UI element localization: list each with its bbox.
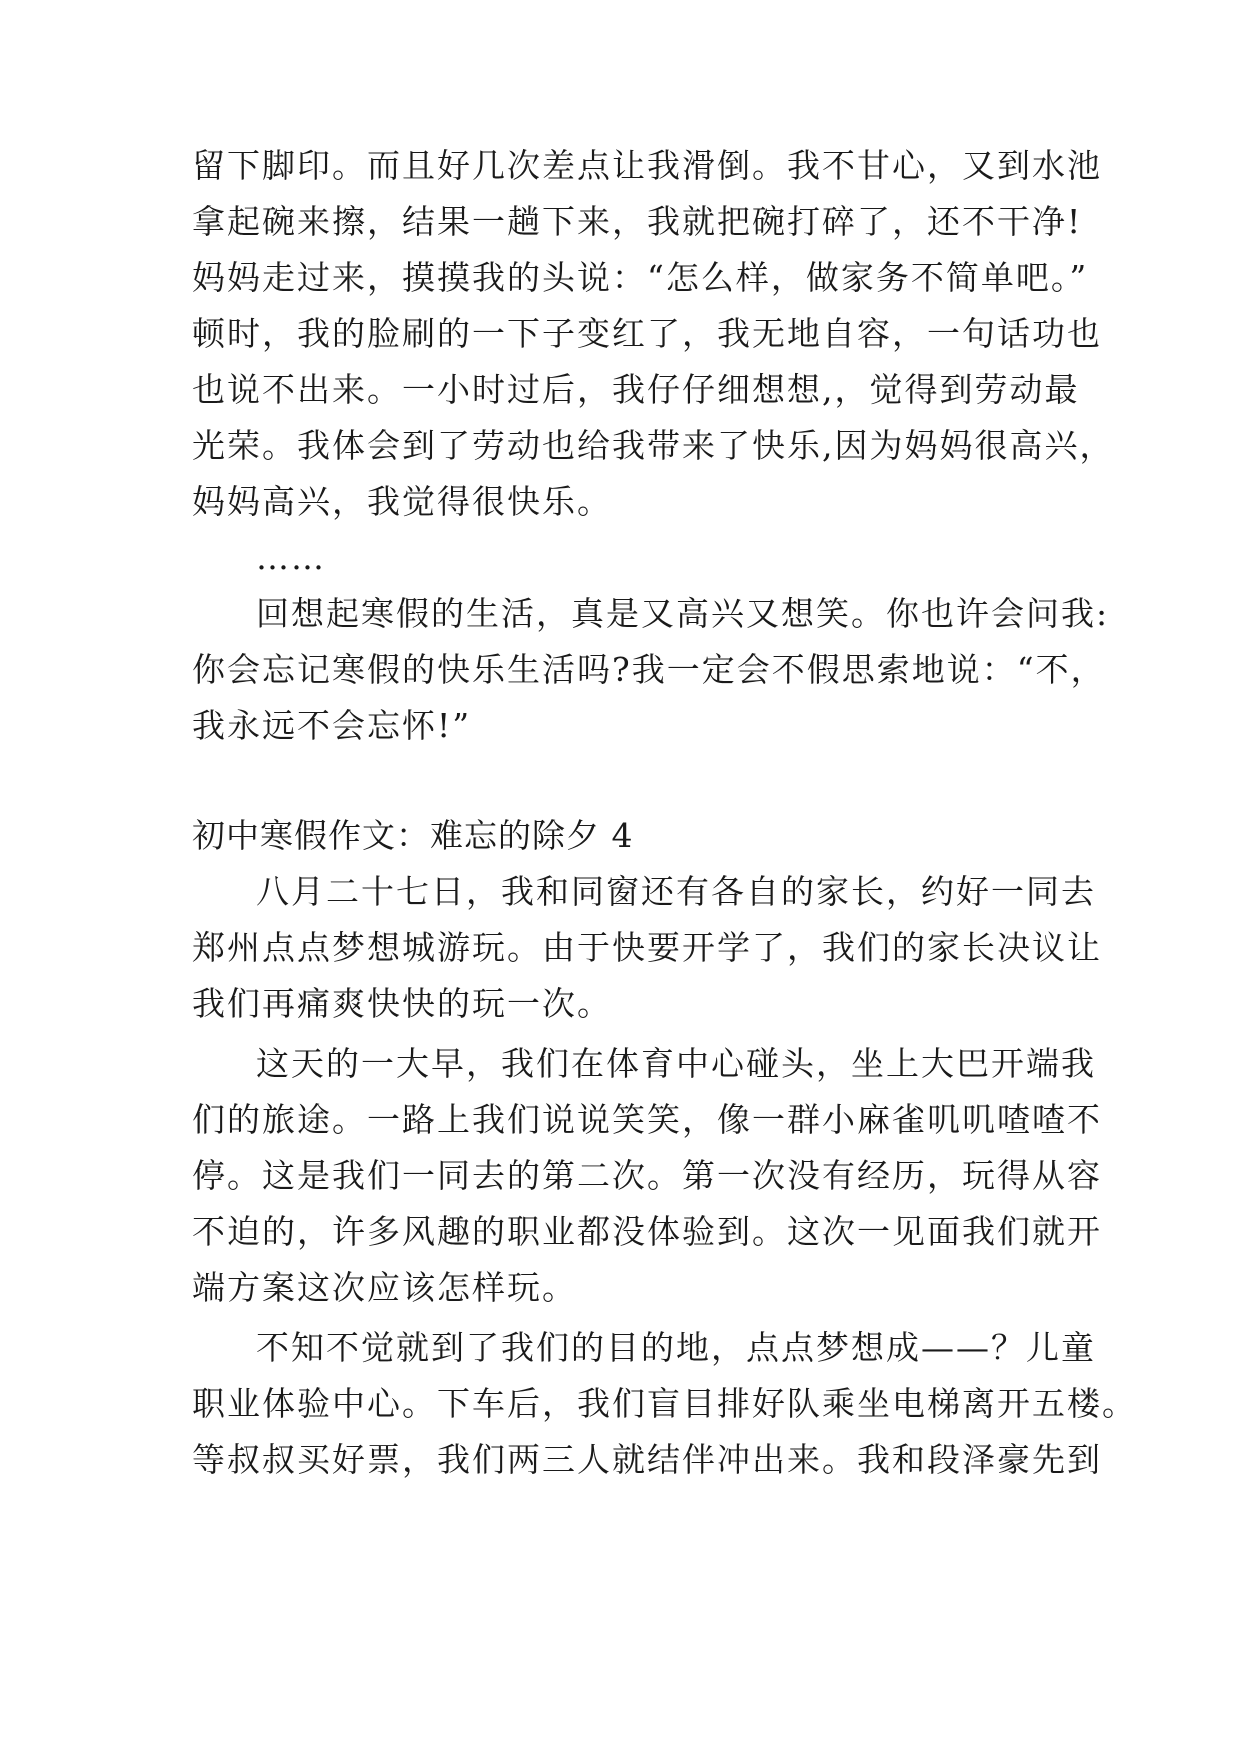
text-line: 顿时，我的脸刷的一下子变红了，我无地自容，一句话功也 [192, 314, 1102, 353]
text-line: 这天的一大早，我们在体育中心碰头，坐上大巴开端我 [256, 1044, 1096, 1083]
text-line: 八月二十七日，我和同窗还有各自的家长，约好一同去 [256, 872, 1096, 911]
text-line: 光荣。我体会到了劳动也给我带来了快乐,因为妈妈很高兴， [192, 426, 1115, 465]
text-line: 我们再痛爽快快的玩一次。 [192, 984, 612, 1023]
text-line: 回想起寒假的生活，真是又高兴又想笑。你也许会问我: [256, 594, 1110, 633]
section-title: 初中寒假作文：难忘的除夕 4 [192, 816, 634, 855]
text-line: 妈妈高兴，我觉得很快乐。 [192, 482, 612, 521]
text-line: 不知不觉就到了我们的目的地，点点梦想成——？儿童 [256, 1328, 1096, 1367]
text-line: 端方案这次应该怎样玩。 [192, 1268, 577, 1307]
text-line: 停。这是我们一同去的第二次。第一次没有经历，玩得从容 [192, 1156, 1102, 1195]
text-line: 我永远不会忘怀!” [192, 706, 472, 745]
text-line: 妈妈走过来，摸摸我的头说：“怎么样，做家务不简单吧。” [192, 258, 1089, 297]
text-line: 你会忘记寒假的快乐生活吗?我一定会不假思索地说：“不， [192, 650, 1106, 689]
text-line: 职业体验中心。下车后，我们盲目排好队乘坐电梯离开五楼。 [192, 1384, 1137, 1423]
ellipsis: …… [256, 538, 326, 577]
text-line: 郑州点点梦想城游玩。由于快要开学了，我们的家长决议让 [192, 928, 1102, 967]
text-line: 不迫的，许多风趣的职业都没体验到。这次一见面我们就开 [192, 1212, 1102, 1251]
text-line: 留下脚印。而且好几次差点让我滑倒。我不甘心，又到水池 [192, 146, 1102, 185]
text-line: 拿起碗来擦，结果一趟下来，我就把碗打碎了，还不干净! [192, 202, 1083, 241]
text-line: 也说不出来。一小时过后，我仔仔细想想,，觉得到劳动最 [192, 370, 1080, 409]
text-line: 们的旅途。一路上我们说说笑笑，像一群小麻雀叽叽喳喳不 [192, 1100, 1102, 1139]
text-line: 等叔叔买好票，我们两三人就结伴冲出来。我和段泽豪先到 [192, 1440, 1102, 1479]
